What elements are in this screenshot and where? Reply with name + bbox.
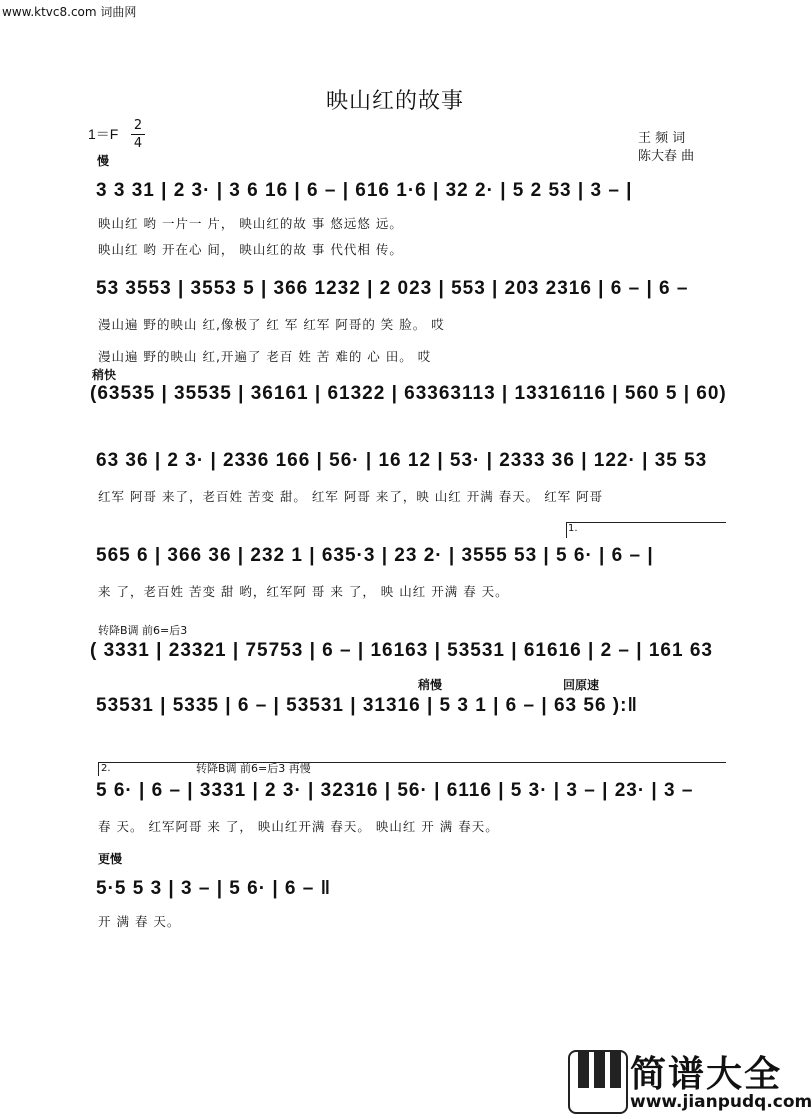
ending-2-label: 2. xyxy=(101,763,111,774)
tempo-slightly-slow: 稍慢 xyxy=(418,678,443,692)
notation-row-3-interlude: (63535 | 35535 | 36161 | 61322 | 63363113 | 13316116 | 560 5 | 60) xyxy=(90,383,727,404)
notation-row-8: 5 6· | 6 – | 3331 | 2 3· | 32316 | 56· | 6116 | 5 3· | 3 – | 23· | 3 – xyxy=(96,780,694,801)
ending-1-bracket-left xyxy=(566,522,567,538)
ending-2-bracket xyxy=(98,762,726,763)
lyricist-credit: 王 频 词 xyxy=(638,131,686,146)
time-signature xyxy=(131,117,145,152)
song-title: 映山红的故事 xyxy=(325,89,464,114)
notation-row-6: ( 3331 | 23321 | 75753 | 6 – | 16163 | 53531 | 61616 | 2 – | 161 63 xyxy=(90,640,713,661)
notation-row-2: 53 3553 | 3553 5 | 366 1232 | 2 023 | 553 | 203 2316 | 6 – | 6 – xyxy=(96,278,689,299)
modulation-note-2: 转降B调 前6=后3 再慢 xyxy=(196,762,311,775)
logo-text: 简谱大全 xyxy=(630,1054,783,1095)
composer-credit: 陈大春 曲 xyxy=(638,149,695,164)
notation-row-5: 565 6 | 366 36 | 232 1 | 635·3 | 23 2· | 3555 53 | 5 6· | 6 – | xyxy=(96,545,654,566)
tempo-faster: 稍快 xyxy=(92,368,117,382)
key-signature: 1＝F xyxy=(88,126,119,142)
notation-row-7: 53531 | 5335 | 6 – | 53531 | 31316 | 5 3 1 | 6 – | 63 56 ):‖ xyxy=(96,695,638,716)
lyric-row-8: 春 天。 红军阿哥 来 了， 映山红开满 春天。 映山红 开 满 春天。 xyxy=(98,819,499,834)
time-signature-bottom: 4 xyxy=(131,134,145,152)
logo-url[interactable]: www.jianpudq.com xyxy=(630,1092,812,1112)
site-logo[interactable] xyxy=(568,1046,812,1114)
ending-1-bracket xyxy=(566,522,726,523)
lyric-row-9: 开 满 春 天。 xyxy=(98,914,181,929)
tempo-slow: 慢 xyxy=(97,154,110,168)
notation-row-1: 3 3 31 | 2 3· | 3 6 16 | 6 – | 616 1·6 | 32 2· | 5 2 53 | 3 – | xyxy=(96,180,633,201)
notation-row-9: 5·5 5 3 | 3 – | 5 6· | 6 – ‖ xyxy=(96,878,332,899)
ending-1-label: 1. xyxy=(568,523,578,534)
site-watermark[interactable]: www.ktvc8.com 词曲网 xyxy=(2,5,137,19)
modulation-note-1: 转降B调 前6=后3 xyxy=(98,624,188,637)
lyric-row-4: 红军 阿哥 来了，老百姓 苦变 甜。 红军 阿哥 来了，映 山红 开满 春天。 红军 阿哥 xyxy=(98,489,604,504)
lyric-row-2-verse-1: 漫山遍 野的映山 红,像极了 红 军 红军 阿哥的 笑 脸。 哎 xyxy=(98,317,445,332)
notation-row-4: 63 36 | 2 3· | 2336 166 | 56· | 16 12 | 53· | 2333 36 | 122· | 35 53 xyxy=(96,450,708,471)
tempo-back: 回原速 xyxy=(563,678,600,692)
piano-icon xyxy=(568,1050,628,1114)
lyric-row-1-verse-1: 映山红 哟 一片一 片， 映山红的故 事 悠远悠 远。 xyxy=(98,216,403,231)
tempo-more-slow: 更慢 xyxy=(98,852,123,866)
lyric-row-5: 来 了，老百姓 苦变 甜 哟，红军阿 哥 来 了， 映 山红 开满 春 天。 xyxy=(98,584,509,599)
lyric-row-2-verse-2: 漫山遍 野的映山 红,开遍了 老百 姓 苦 难的 心 田。 哎 xyxy=(98,349,432,364)
ending-2-bracket-left xyxy=(98,762,99,776)
time-signature-top: 2 xyxy=(133,118,143,133)
lyric-row-1-verse-2: 映山红 哟 开在心 间， 映山红的故 事 代代相 传。 xyxy=(98,242,403,257)
